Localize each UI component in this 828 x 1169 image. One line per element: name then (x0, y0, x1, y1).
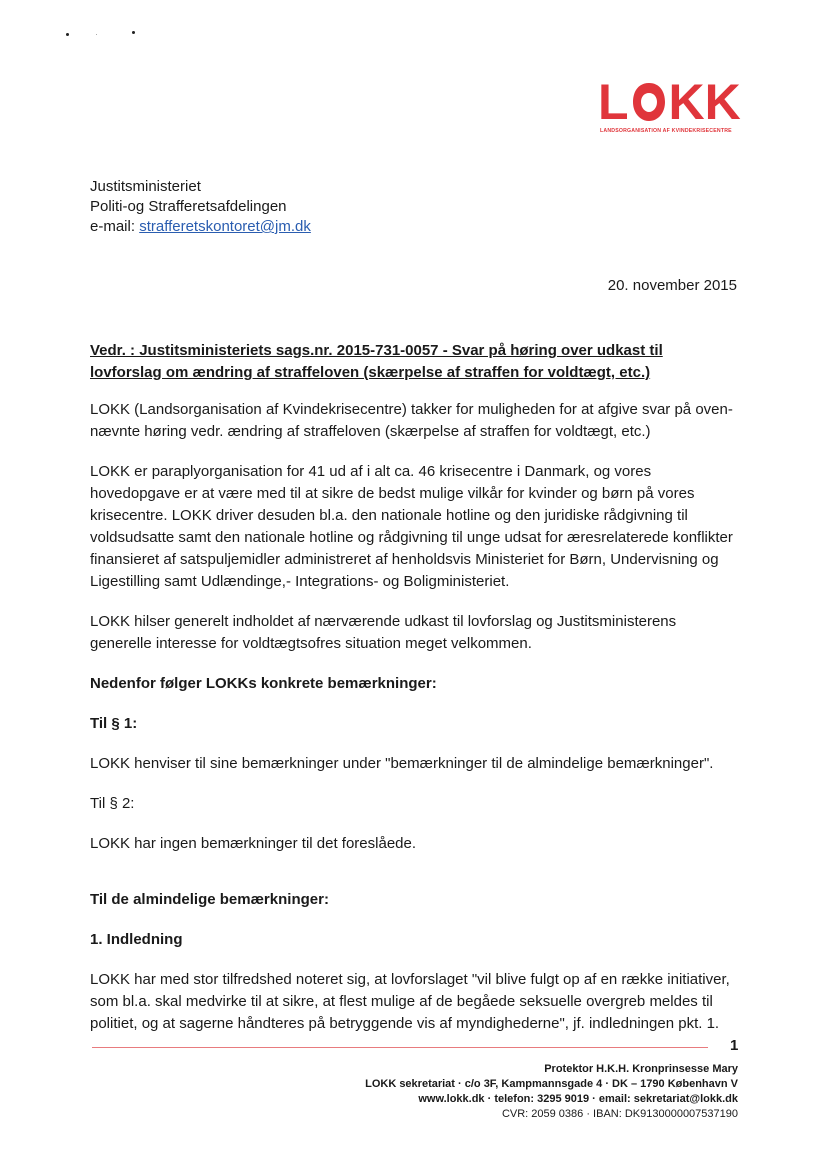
paragraph-about: LOKK er paraplyorganisation for 41 ud af i alt ca. 46 krisecentre i Danmark, og vores hovedopgave er at være med til at sikre de bedst mulige vilkår for kvinder og børn på vores krisecentre. LOKK driver desuden bl.a. den nationale hotline og den juridiske rådgivning til voldsudsatte samt den nationale hotline og rådgivning til unge udsat for æresrelaterede konflikter finansieret af satspuljemidler administreret af henholdsvis Ministeriet for Børn, Undervisning og Ligestilling samt Udlændinge,- Integrations- og Boligministeriet. (90, 463, 733, 590)
heading-remarks: Nedenfor følger LOKKs konkrete bemærkninger: (90, 675, 437, 692)
email-label: e-mail: (90, 218, 140, 235)
logo-letter-k2: K (704, 74, 741, 130)
logo-letter-l: L (598, 74, 629, 130)
logo-letter-k1: K (668, 74, 705, 130)
logo-heart-icon (630, 79, 668, 125)
recipient-address (90, 177, 311, 237)
heading-general-remarks: Til de almindelige bemærkninger: (90, 891, 329, 908)
footer-address: LOKK sekretariat · c/o 3F, Kampmannsgade 4 · DK – 1790 København V (365, 1078, 738, 1090)
footer-divider (92, 1047, 708, 1048)
recipient-email-row (90, 217, 311, 237)
logo-subtitle: LANDSORGANISATION AF KVINDEKRISECENTRE (600, 128, 732, 134)
paragraph-welcome: LOKK hilser generelt indholdet af nærværende udkast til lovforslag og Justitsministerens generelle interesse for voldtægtsofres situation meget velkommen. (90, 613, 677, 652)
letter-body (90, 340, 738, 1053)
paragraph-introduction: LOKK har med stor tilfredshed noteret sig, at lovforslaget "vil blive fulgt op af en række initiativer, som bl.a. skal medvirke til at sikre, at flest mulige af de begåede seksuelle overgreb meldes til politiet, og at sagerne håndteres på betryggende vis af myndighederne", jf. indledningen pkt. 1. (90, 971, 730, 1032)
letter-footer (365, 1062, 738, 1122)
recipient-line1: Justitsministeriet (90, 178, 201, 195)
paragraph-section-2: LOKK har ingen bemærkninger til det foreslåede. (90, 835, 417, 852)
lokk-logo (598, 74, 742, 138)
recipient-line2: Politi-og Strafferetsafdelingen (90, 198, 287, 215)
email-link[interactable]: strafferetskontoret@jm.dk (139, 218, 311, 235)
subject-line: Vedr. : Justitsministeriets sags.nr. 2015-731-0057 - Svar på høring over udkast til lovforslag om ændring af straffeloven (skærpelse af straffen for voldtægt, etc.) (90, 342, 663, 381)
paragraph-section-1: LOKK henviser til sine bemærkninger under "bemærkninger til de almindelige bemærkninger". (90, 755, 714, 772)
footer-patron: Protektor H.K.H. Kronprinsesse Mary (544, 1063, 738, 1075)
footer-contact: www.lokk.dk · telefon: 3295 9019 · email: sekretariat@lokk.dk (418, 1093, 738, 1105)
heading-section-2: Til § 2: (90, 795, 135, 812)
letter-date: 20. november 2015 (607, 277, 737, 294)
heading-section-1: Til § 1: (90, 715, 138, 732)
footer-bank: CVR: 2059 0386 · IBAN: DK9130000007537190 (501, 1108, 738, 1120)
scan-specks (66, 30, 146, 40)
paragraph-intro: LOKK (Landsorganisation af Kvindekrisecentre) takker for muligheden for at afgive svar på oven-nævnte høring vedr. ændring af straffeloven (skærpelse af straffen for voldtægt, etc.) (90, 401, 733, 440)
page-number: 1 (730, 1037, 739, 1054)
heading-introduction: 1. Indledning (90, 931, 183, 948)
